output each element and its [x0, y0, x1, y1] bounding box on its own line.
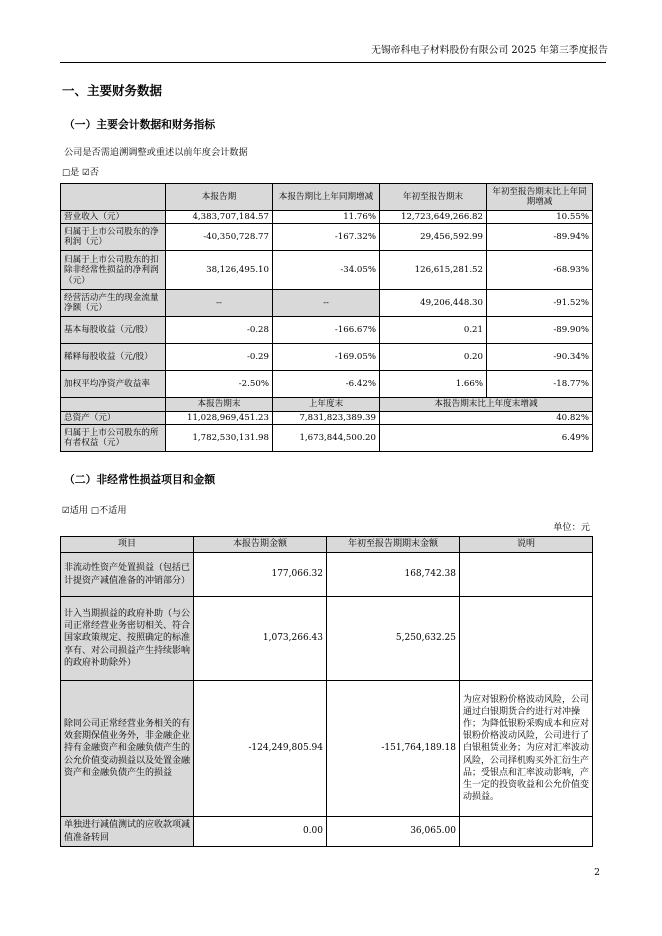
row-label: 加权平均净资产收益率	[61, 371, 166, 398]
table-cell: 126,615,281.52	[380, 251, 487, 290]
table-row	[61, 211, 593, 224]
table-cell: 7,831,823,389.39	[273, 411, 380, 424]
header-divider	[60, 62, 606, 63]
table-cell: -166.67%	[273, 317, 380, 344]
option-applicable-label: 适用	[69, 505, 88, 516]
header-empty-cell	[61, 184, 166, 211]
item-label: 单独进行减值测试的应收款项减值准备转回	[61, 817, 194, 847]
row-label: 归属于上市公司股东的所有者权益（元）	[61, 425, 166, 452]
subsection-title-key-data: （一）主要会计数据和财务指标	[64, 118, 216, 131]
table-header-cell: 项目	[61, 537, 194, 553]
table-header-cell: 年初至报告期末比上年同期增减	[487, 184, 593, 211]
table-cell: 10.55%	[487, 211, 593, 224]
table-row	[61, 290, 593, 317]
table-cell: 12,723,649,266.82	[380, 211, 487, 224]
table-row	[61, 371, 593, 398]
table-row	[61, 411, 593, 424]
table-header-cell: 年初至报告期末	[380, 184, 487, 211]
table-row	[61, 317, 593, 344]
table-cell: -0.28	[166, 317, 273, 344]
table-header-cell: 本报告期比上年同期增减	[273, 184, 380, 211]
table-cell: 177,066.32	[194, 553, 327, 597]
table-cell: 29,456,592.99	[380, 224, 487, 251]
option-yes-label: 是	[70, 167, 80, 178]
table-cell: -91.52%	[487, 290, 593, 317]
option-not-applicable-label: 不适用	[98, 505, 127, 516]
table-row	[61, 224, 593, 251]
table-row	[61, 817, 593, 847]
table-header-cell: 本报告期末	[166, 398, 273, 411]
row-label: 归属于上市公司股东的净利润（元）	[61, 224, 166, 251]
subsection-title-non-recurring: （二）非经常性损益项目和金额	[64, 473, 216, 486]
table-cell: -34.05%	[273, 251, 380, 290]
table-cell: -167.32%	[273, 224, 380, 251]
table-cell: -90.34%	[487, 344, 593, 371]
checkbox-not-applicable[interactable]: □	[90, 506, 99, 516]
table-cell: 1.66%	[380, 371, 487, 398]
section-title-financial-data: 一、主要财务数据	[62, 83, 163, 98]
restatement-options	[62, 167, 99, 178]
table-header-cell: 年初至报告期期末金额	[327, 537, 460, 553]
applicability-options	[62, 505, 127, 516]
table-row	[61, 251, 593, 290]
table-header-row	[61, 184, 593, 211]
report-header: 无锡帝科电子材料股份有限公司 2025 年第三季度报告	[371, 45, 608, 56]
row-label: 基本每股收益（元/股）	[61, 317, 166, 344]
table-cell: -68.93%	[487, 251, 593, 290]
table-header-cell: 本报告期金额	[194, 537, 327, 553]
table-cell: --	[273, 290, 380, 317]
table-subheader-row	[61, 398, 593, 411]
checkbox-no[interactable]: ☑	[82, 168, 90, 178]
table-header-cell: 本报告期	[166, 184, 273, 211]
checkbox-applicable[interactable]: ☑	[62, 506, 70, 516]
row-label: 总资产（元）	[61, 411, 166, 424]
row-label: 营业收入（元）	[61, 211, 166, 224]
table-cell: 11.76%	[273, 211, 380, 224]
table-cell: 49,206,448.30	[380, 290, 487, 317]
table-cell: -0.29	[166, 344, 273, 371]
table-cell: -2.50%	[166, 371, 273, 398]
table-header-cell: 说明	[460, 537, 593, 553]
item-label: 除同公司正常经营业务相关的有效套期保值业务外，非金融企业持有金融资产和金融负债产生的公允价值变动损益以及处置金融资产和金融负债产生的损益	[61, 681, 194, 817]
note-cell	[460, 553, 593, 597]
item-label: 计入当期损益的政府补助（与公司正常经营业务密切相关、符合国家政策规定、按照确定的标准享有、对公司损益产生持续影响的政府补助除外）	[61, 597, 194, 681]
table-cell: 0.20	[380, 344, 487, 371]
table-cell: -18.77%	[487, 371, 593, 398]
table-row	[61, 553, 593, 597]
page-number: 2	[594, 867, 600, 878]
table-cell: 0.00	[194, 817, 327, 847]
note-cell: 为应对银粉价格波动风险，公司通过白银期货合约进行对冲操作；为降低银粉采购成本和应对银粉价格波动风险，公司进行了白银租赁业务；为应对汇率波动风险，公司择机购买外汇衍生产品；受银点和汇率波动影响，产生一定的投资收益和公允价值变动损益。	[460, 681, 593, 817]
table-cell: 0.21	[380, 317, 487, 344]
header-empty-cell	[61, 398, 166, 411]
table-row	[61, 344, 593, 371]
table-cell: -124,249,805.94	[194, 681, 327, 817]
table-cell: 168,742.38	[327, 553, 460, 597]
table-header-row	[61, 537, 593, 553]
table-cell: --	[166, 290, 273, 317]
option-no-label: 否	[89, 167, 99, 178]
row-label: 经营活动产生的现金流量净额（元）	[61, 290, 166, 317]
table-cell: -151,764,189.18	[327, 681, 460, 817]
table-cell: -6.42%	[273, 371, 380, 398]
table-cell: 5,250,632.25	[327, 597, 460, 681]
table-cell: -169.05%	[273, 344, 380, 371]
table-cell: 1,073,266.43	[194, 597, 327, 681]
table-cell: -40,350,728.77	[166, 224, 273, 251]
note-cell	[460, 597, 593, 681]
table-cell: 4,383,707,184.57	[166, 211, 273, 224]
table-row	[61, 681, 593, 817]
table-header-cell: 本报告期末比上年度末增减	[380, 398, 593, 411]
table-row	[61, 597, 593, 681]
table-cell: -89.90%	[487, 317, 593, 344]
checkbox-yes[interactable]: □	[62, 168, 71, 178]
table-cell: 40.82%	[380, 411, 593, 424]
non-recurring-items-table	[60, 536, 593, 847]
restatement-question: 公司是否需追溯调整或重述以前年度会计数据	[64, 147, 248, 158]
table-cell: 1,673,844,500.20	[273, 425, 380, 452]
table-cell: 38,126,495.10	[166, 251, 273, 290]
table-cell: 6.49%	[380, 425, 593, 452]
row-label: 稀释每股收益（元/股）	[61, 344, 166, 371]
note-cell	[460, 817, 593, 847]
unit-label: 单位：元	[553, 522, 590, 533]
table-cell: -89.94%	[487, 224, 593, 251]
table-cell: 11,028,969,451.23	[166, 411, 273, 424]
table-cell: 36,065.00	[327, 817, 460, 847]
key-financial-data-table	[60, 183, 593, 452]
table-cell: 1,782,530,131.98	[166, 425, 273, 452]
item-label: 非流动性资产处置损益（包括已计提资产减值准备的冲销部分）	[61, 553, 194, 597]
table-header-cell: 上年度末	[273, 398, 380, 411]
table-row	[61, 425, 593, 452]
row-label: 归属于上市公司股东的扣除非经常性损益的净利润（元）	[61, 251, 166, 290]
